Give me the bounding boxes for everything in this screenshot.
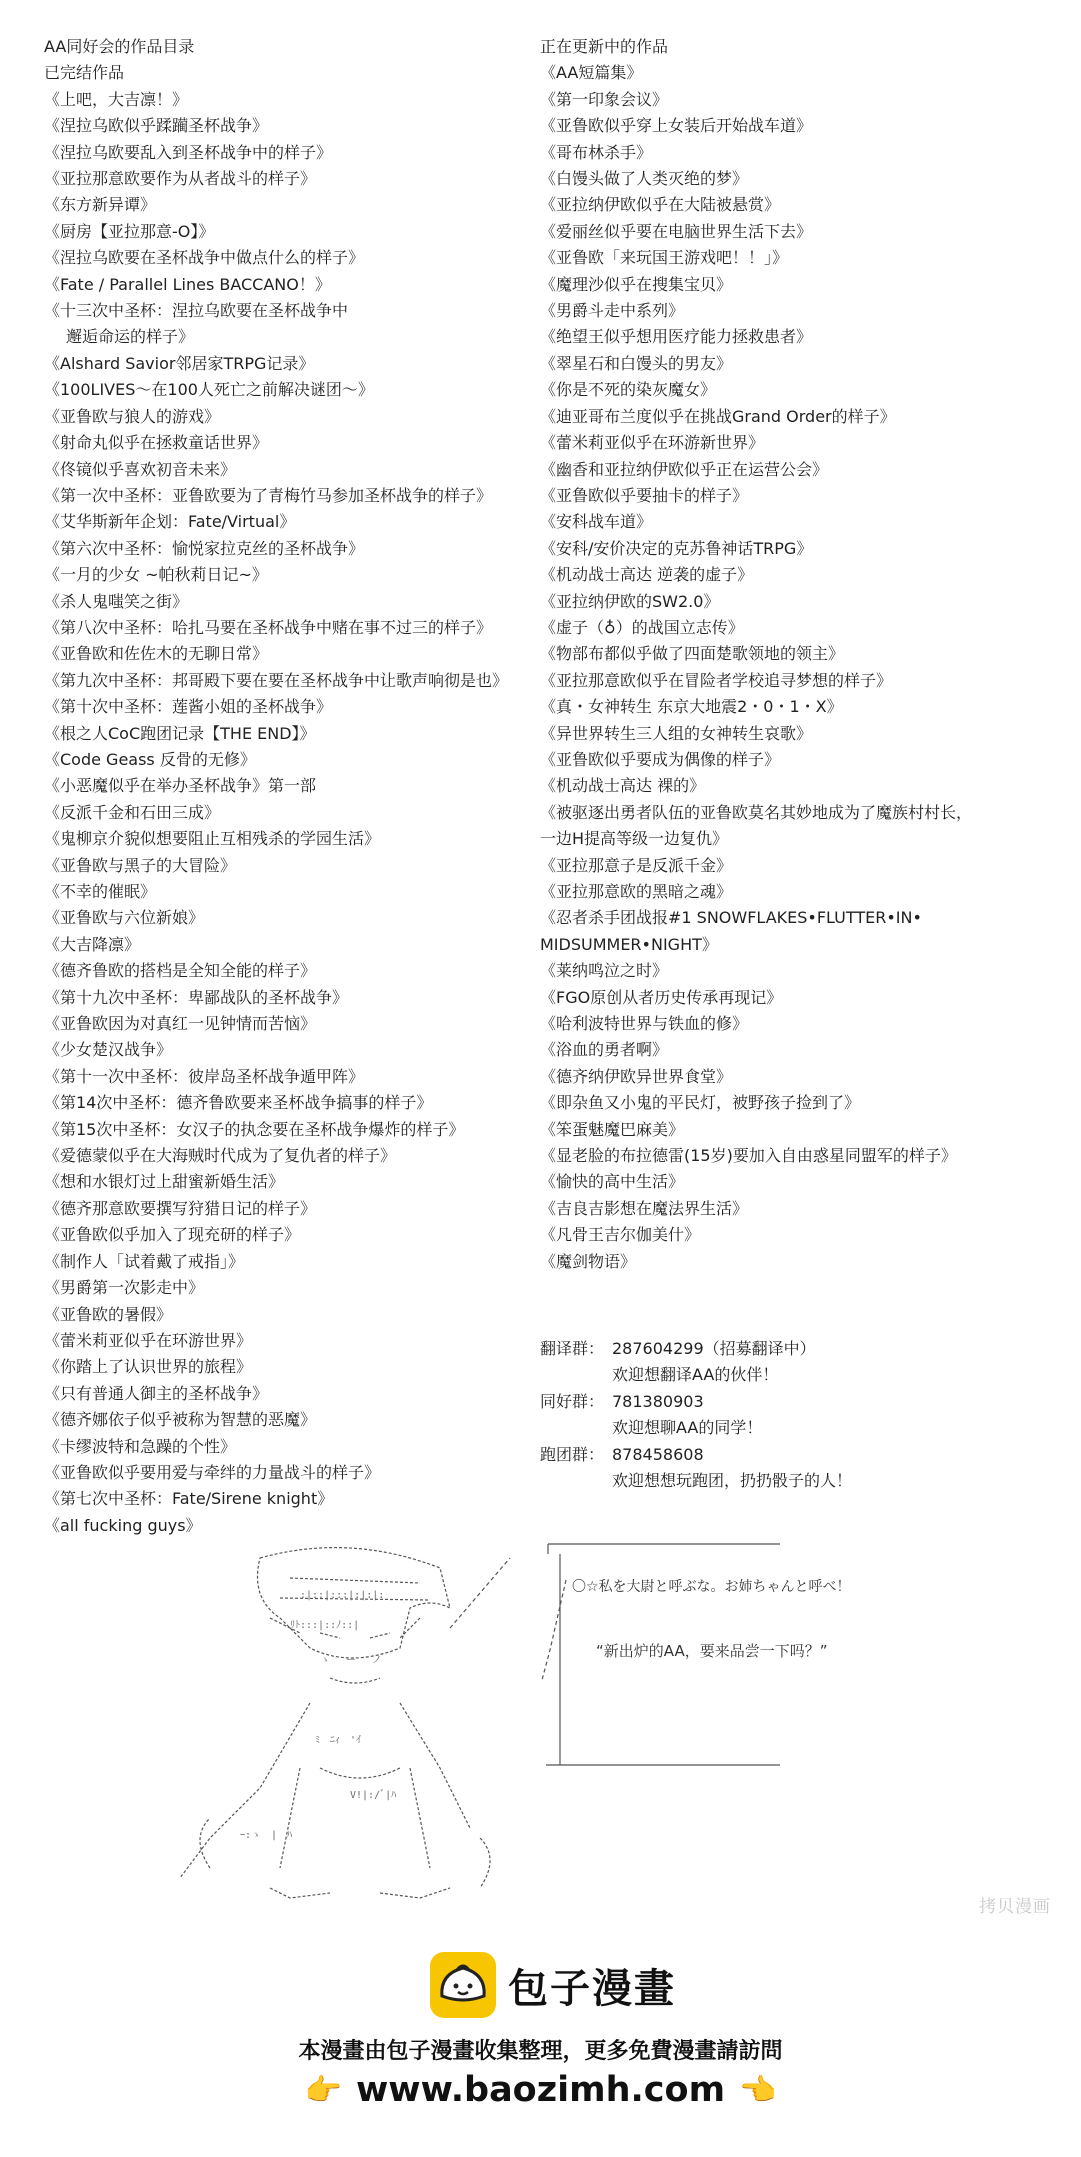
bubble-chinese-line: “新出炉的AA，要来品尝一下吗？”: [596, 1642, 828, 1660]
work-title: 《FGO原创从者历史传承再现记》: [540, 987, 783, 1007]
work-title: 《一月的少女 ~帕秋莉日记~》: [44, 565, 268, 585]
work-title: 《涅拉乌欧要乱入到圣杯战争中的样子》: [44, 142, 333, 162]
ongoing-list: [540, 60, 1060, 1275]
work-title: 《Alshard Savior邻居家TRPG记录》: [44, 353, 315, 373]
group-note: 欢迎想翻译AA的伙伴！: [612, 1365, 779, 1385]
work-title: 《制作人「试着戴了戒指」》: [44, 1251, 245, 1271]
work-title: 《第七次中圣杯：Fate/Sirene knight》: [44, 1489, 334, 1509]
work-title: 《亚拉那意欧的黑暗之魂》: [540, 882, 733, 901]
work-title: 《翠星石和白馒头的男友》: [540, 353, 733, 373]
work-title: 《鬼柳京介貌似想要阻止互相残杀的学园生活》: [44, 829, 381, 849]
work-title: 《即杂鱼又小鬼的平民灯，被野孩子捡到了》: [540, 1093, 861, 1113]
work-title: 《愉快的高中生活》: [540, 1172, 685, 1192]
group-number: 781380903: [612, 1391, 704, 1411]
work-title: 《忍者杀手团战报#1 SNOWFLAKES•FLUTTER•IN•: [540, 908, 922, 928]
watermark: 拷贝漫画: [979, 1897, 1051, 1917]
svg-text:ｰ:ゝ | ﾊ: ｰ:ゝ | ﾊ: [240, 1830, 293, 1841]
work-title: 《不幸的催眠》: [44, 882, 157, 901]
group-fans: [540, 1389, 852, 1415]
catalog-title: AA同好会的作品目录: [44, 37, 195, 56]
work-title: 《亚鲁欧「来玩国王游戏吧！！」》: [540, 248, 789, 268]
ascii-art-character: [150, 1538, 590, 1918]
work-title: 《亚鲁欧因为对真红一见钟情而苦恼》: [44, 1014, 317, 1034]
group-number: 878458608: [612, 1444, 704, 1464]
work-title: 《男爵第一次影走中》: [44, 1278, 205, 1298]
work-title: 《哥布林杀手》: [540, 142, 653, 162]
work-title: 《魔剑物语》: [540, 1251, 637, 1271]
work-title: 《亚鲁欧与六位新娘》: [44, 908, 205, 928]
work-title: 《亚鲁欧的暑假》: [44, 1304, 173, 1324]
group-label: 跑团群：: [540, 1444, 605, 1464]
work-title: 《亚拉那意欧要作为从者战斗的样子》: [44, 169, 317, 189]
work-title: 《艾华斯新年企划：Fate/Virtual》: [44, 512, 296, 532]
work-title: 《反派千金和石田三成》: [44, 802, 221, 822]
work-title: 《绝望王似乎想用医疗能力拯救患者》: [540, 327, 813, 347]
work-title: MIDSUMMER•NIGHT》: [540, 934, 718, 954]
work-title: 《物部布都似乎做了四面楚歌领地的领主》: [540, 644, 845, 664]
work-title: 《第十一次中圣杯：彼岸岛圣杯战争遁甲阵》: [44, 1066, 365, 1086]
footer-url-row: [0, 2070, 1081, 2110]
work-title: 《亚鲁欧与黑子的大冒险》: [44, 855, 237, 875]
work-title: 《第14次中圣杯：德齐鲁欧要来圣杯战争搞事的样子》: [44, 1093, 433, 1113]
work-title: 《亚鲁欧似乎加入了现充研的样子》: [44, 1225, 301, 1245]
work-title: 《AA短篇集》: [540, 63, 643, 83]
work-title: 《爱德蒙似乎在大海贼时代成为了复仇者的样子》: [44, 1146, 397, 1166]
work-title: 《显老脸的布拉德雷(15岁)要加入自由惑星同盟军的样子》: [540, 1146, 957, 1166]
group-note: 欢迎想想玩跑团，扔扔骰子的人！: [612, 1471, 853, 1491]
group-trpg: [540, 1442, 852, 1468]
ascii-art-illustration: [150, 1538, 590, 1918]
work-title: 《亚鲁欧似乎要抽卡的样子》: [540, 485, 749, 505]
work-title: 《亚拉纳伊欧似乎在大陆被悬赏》: [540, 195, 781, 215]
work-title: 《第一印象会议》: [540, 89, 669, 109]
work-title: 《只有普通人御主的圣杯战争》: [44, 1383, 269, 1403]
work-title: 《蕾米莉亚似乎在环游新世界》: [540, 433, 765, 453]
work-title: 《亚鲁欧与狼人的游戏》: [44, 406, 221, 426]
ongoing-heading: 正在更新中的作品: [540, 37, 669, 56]
work-title: 《Code Geass 反骨的无修》: [44, 749, 256, 769]
work-title: 《100LIVES～在100人死亡之前解决谜团～》: [44, 380, 374, 400]
work-title: 《杀人鬼嗤笑之街》: [44, 591, 189, 611]
work-title: 《上吧，大吉凛！》: [44, 89, 189, 109]
work-title: 《第十九次中圣杯：卑鄙战队的圣杯战争》: [44, 987, 349, 1007]
work-title: 《想和水银灯过上甜蜜新婚生活》: [44, 1172, 285, 1192]
bubble-japanese-line: 〇☆私を大尉と呼ぶな。お姉ちゃんと呼べ！: [572, 1579, 851, 1595]
work-title: 《十三次中圣杯：涅拉乌欧要在圣杯战争中: [44, 301, 349, 321]
work-title: 《被驱逐出勇者队伍的亚鲁欧莫名其妙地成为了魔族村村长，: [540, 802, 973, 822]
work-title: 《德齐鲁欧的搭档是全知全能的样子》: [44, 961, 317, 981]
work-title: 《大吉降凛》: [44, 934, 141, 954]
completed-works-column: [44, 34, 534, 1539]
work-title: 《安科/安价决定的克苏鲁神话TRPG》: [540, 538, 813, 558]
group-translation: [540, 1336, 852, 1362]
pointing-left-hand-icon: 👈: [739, 2072, 777, 2108]
group-number: 287604299（招募翻译中）: [612, 1339, 816, 1358]
work-title: 《莱纳鸣泣之时》: [540, 961, 669, 981]
work-title: 《亚鲁欧似乎要用爱与牵绊的力量战斗的样子》: [44, 1462, 381, 1482]
work-title: 《吉良吉影想在魔法界生活》: [540, 1198, 749, 1218]
work-title: 《Fate / Parallel Lines BACCANO！》: [44, 274, 331, 294]
work-title: 《佟镜似乎喜欢初音未来》: [44, 459, 237, 479]
completed-heading: 已完结作品: [44, 63, 125, 83]
work-title: 《涅拉乌欧要在圣杯战争中做点什么的样子》: [44, 248, 365, 268]
work-title: 《笨蛋魅魔巴麻美》: [540, 1119, 685, 1139]
group-info: [540, 1336, 852, 1494]
work-title: 《凡骨王吉尔伽美什》: [540, 1225, 701, 1245]
work-title: 《爱丽丝似乎要在电脑世界生活下去》: [540, 221, 813, 241]
ongoing-works-column: [540, 34, 1060, 1275]
baozi-logo-icon: [430, 1952, 496, 2018]
work-title: 《第15次中圣杯：女汉子的执念要在圣杯战争爆炸的样子》: [44, 1119, 465, 1139]
brand-name: 包子漫畫: [508, 1965, 676, 2012]
work-title: 《少女楚汉战争》: [44, 1040, 173, 1060]
work-title: 《幽香和亚拉纳伊欧似乎正在运营公会》: [540, 459, 829, 479]
work-title: 《小恶魔似乎在举办圣杯战争》第一部: [44, 776, 317, 796]
svg-text::|::|:::|:|:|:: :|::|:::|:|:|:: [300, 1590, 385, 1601]
completed-list: [44, 87, 534, 1539]
work-title: 《涅拉乌欧似乎蹂躏圣杯战争》: [44, 116, 269, 136]
work-title: 《蕾米莉亚似乎在环游世界》: [44, 1330, 253, 1350]
work-title: 《亚鲁欧似乎要成为偶像的样子》: [540, 749, 781, 769]
work-title: 《德齐娜依子似乎被称为智慧的恶魔》: [44, 1410, 317, 1430]
svg-text:V!|:/ﾞ|ﾊ: V!|:/ﾞ|ﾊ: [350, 1790, 397, 1801]
work-title: 《第八次中圣杯：哈扎马要在圣杯战争中赌在事不过三的样子》: [44, 617, 493, 637]
work-title: 《亚鲁欧和佐佐木的无聊日常》: [44, 644, 269, 664]
work-title: 邂逅命运的样子》: [66, 327, 195, 347]
work-title: 《第九次中圣杯：邦哥殿下要在要在圣杯战争中让歌声响彻是也》: [44, 670, 509, 690]
svg-text:ﾘﾄ:::|::ﾉ::|: ﾘﾄ:::|::ﾉ::|: [290, 1620, 360, 1631]
svg-text:ﾐ ﾆｨ 'ｲ: ﾐ ﾆｨ 'ｲ: [315, 1735, 362, 1746]
work-title: 《哈利波特世界与铁血的修》: [540, 1014, 749, 1034]
work-title: 《第六次中圣杯：愉悦家拉克丝的圣杯战争》: [44, 538, 365, 558]
work-title: 《异世界转生三人组的女神转生哀歌》: [540, 723, 813, 743]
work-title: 《虚子（♁）的战国立志传》: [540, 617, 744, 637]
work-title: 《德齐那意欧要撰写狩猎日记的样子》: [44, 1198, 317, 1218]
pointing-right-hand-icon: 👉: [304, 2072, 342, 2108]
site-url-link[interactable]: www.baozimh.com: [355, 2070, 726, 2110]
footer-notice: 本漫畫由包子漫畫收集整理，更多免費漫畫請訪問: [298, 2039, 783, 2064]
brand-block[interactable]: [430, 1952, 676, 2018]
work-title: 《男爵斗走中系列》: [540, 301, 685, 321]
group-label: 翻译群：: [540, 1339, 605, 1358]
work-title: 《第一次中圣杯：亚鲁欧要为了青梅竹马参加圣杯战争的样子》: [44, 485, 493, 505]
work-title: 《机动战士高达 裸的》: [540, 776, 706, 796]
group-label: 同好群：: [540, 1391, 605, 1411]
work-title: 《射命丸似乎在拯救童话世界》: [44, 433, 269, 453]
work-title: 《all fucking guys》: [44, 1515, 202, 1535]
work-title: 《迪亚哥布兰度似乎在挑战Grand Order的样子》: [540, 406, 896, 426]
work-title: 《根之人CoC跑团记录【THE END】》: [44, 723, 316, 743]
work-title: 《真・女神转生 东京大地震2・0・1・X》: [540, 697, 843, 717]
group-note: 欢迎想聊AA的同学！: [612, 1418, 763, 1438]
work-title: 《魔理沙似乎在搜集宝贝》: [540, 274, 733, 294]
work-title: 《亚拉那意欧似乎在冒险者学校追寻梦想的样子》: [540, 670, 893, 690]
svg-text:ゝ ー ノ: ゝ ー ノ: [320, 1655, 383, 1666]
work-title: 一边H提高等级一边复仇》: [540, 829, 729, 849]
work-title: 《厨房【亚拉那意-O】》: [44, 221, 215, 241]
work-title: 《卡缪波特和急躁的个性》: [44, 1436, 237, 1456]
work-title: 《白馒头做了人类灭绝的梦》: [540, 169, 749, 189]
work-title: 《亚拉纳伊欧的SW2.0》: [540, 591, 720, 611]
work-title: 《亚鲁欧似乎穿上女装后开始战车道》: [540, 116, 813, 136]
work-title: 《你是不死的染灰魔女》: [540, 380, 717, 400]
work-title: 《安科战车道》: [540, 512, 653, 532]
work-title: 《浴血的勇者啊》: [540, 1040, 669, 1060]
work-title: 《德齐纳伊欧异世界食堂》: [540, 1066, 733, 1086]
work-title: 《第十次中圣杯：莲酱小姐的圣杯战争》: [44, 697, 333, 717]
work-title: 《东方新异谭》: [44, 195, 157, 215]
work-title: 《你踏上了认识世界的旅程》: [44, 1357, 253, 1377]
work-title: 《亚拉那意子是反派千金》: [540, 855, 733, 875]
work-title: 《机动战士高达 逆袭的虚子》: [540, 565, 754, 585]
